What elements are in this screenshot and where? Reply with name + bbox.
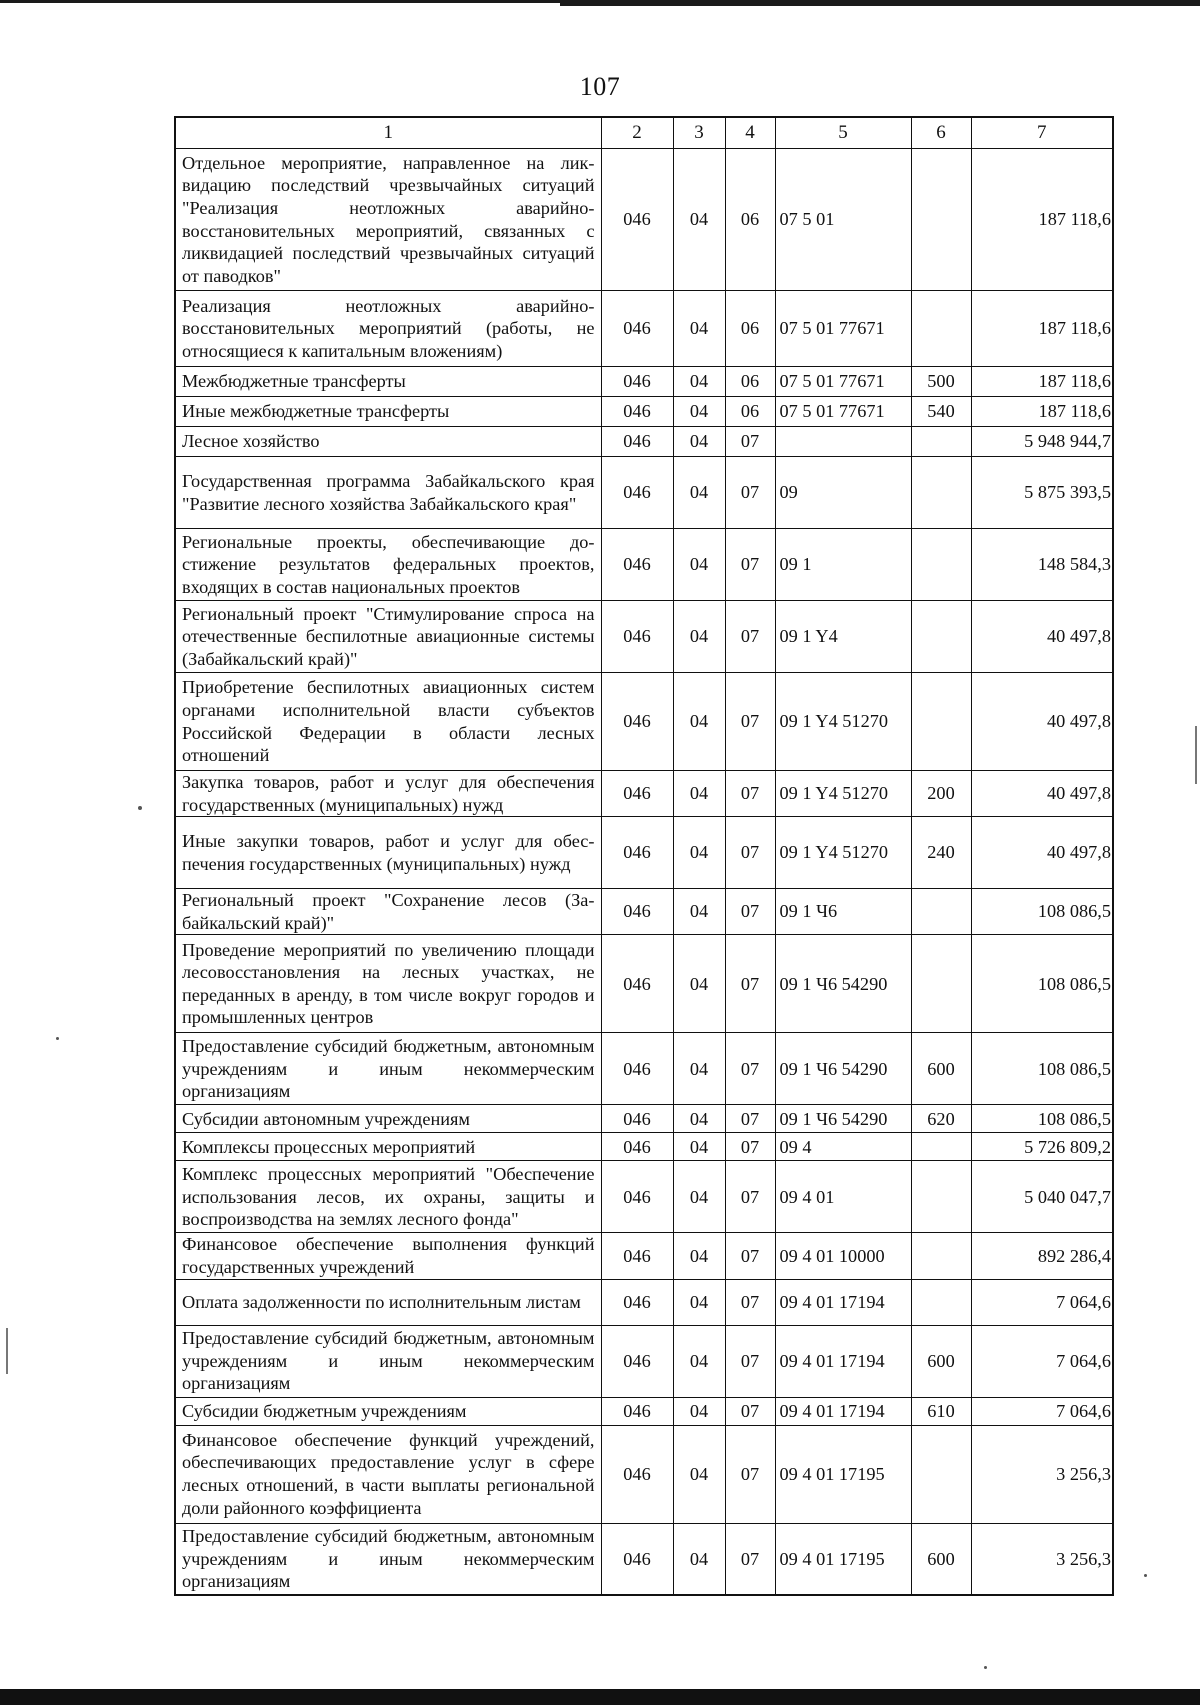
row-expense-kind: 600 [911, 1033, 971, 1105]
table-row [175, 817, 1113, 889]
row-admin-code: 046 [601, 1033, 673, 1105]
row-name: Лесное хозяйство [175, 427, 601, 457]
row-amount: 5 948 944,7 [971, 427, 1113, 457]
row-admin-code: 046 [601, 1279, 673, 1325]
scan-speck [1144, 1574, 1147, 1577]
row-subsection-code: 07 [725, 1325, 775, 1397]
row-target-article: 09 1 Y4 51270 [775, 673, 911, 771]
table-row [175, 529, 1113, 601]
row-target-article: 07 5 01 [775, 149, 911, 291]
row-name: Предоставление субсидий бюджетным, автономным учреждениям и иным некоммерческим организациям [175, 1033, 601, 1105]
row-name: Комплексы процессных мероприятий [175, 1133, 601, 1161]
row-subsection-code: 07 [725, 1397, 775, 1425]
table-row [175, 1105, 1113, 1133]
row-target-article: 09 4 [775, 1133, 911, 1161]
row-target-article [775, 427, 911, 457]
table-row [175, 1133, 1113, 1161]
table-row [175, 1523, 1113, 1595]
row-name: Проведение мероприятий по увеличению площади лесовосстановления на лесных участках, не переданных в аренду, в том числе вокруг городов и промышленных центров [175, 935, 601, 1033]
row-expense-kind [911, 427, 971, 457]
table-row [175, 601, 1113, 673]
table-row [175, 1233, 1113, 1279]
row-name: Государственная программа Забайкальского края "Развитие лесного хозяйства Забайкальского края" [175, 457, 601, 529]
row-name: Приобретение беспилотных авиационных систем органами исполнительной власти субъектов Российской Федерации в области лесных отношений [175, 673, 601, 771]
row-name: Предоставление субсидий бюджетным, автономным учреждениям и иным некоммерческим организациям [175, 1523, 601, 1595]
row-admin-code: 046 [601, 889, 673, 935]
scan-edge-bottom [0, 1689, 1200, 1705]
column-header-4: 4 [725, 117, 775, 149]
row-expense-kind [911, 1425, 971, 1523]
row-target-article: 07 5 01 77671 [775, 291, 911, 367]
row-amount: 3 256,3 [971, 1425, 1113, 1523]
row-subsection-code: 07 [725, 427, 775, 457]
row-amount: 40 497,8 [971, 601, 1113, 673]
row-expense-kind [911, 149, 971, 291]
row-name: Региональные проекты, обеспечивающие достижение результатов федеральных проектов, входящих в состав национальных проектов [175, 529, 601, 601]
row-subsection-code: 07 [725, 1425, 775, 1523]
row-subsection-code: 07 [725, 771, 775, 817]
row-subsection-code: 07 [725, 601, 775, 673]
row-name: Финансовое обеспечение выполнения функций государственных учреждений [175, 1233, 601, 1279]
row-admin-code: 046 [601, 457, 673, 529]
row-amount: 7 064,6 [971, 1325, 1113, 1397]
column-number-row [175, 117, 1113, 149]
column-header-1: 1 [175, 117, 601, 149]
row-section-code: 04 [673, 367, 725, 397]
row-admin-code: 046 [601, 1161, 673, 1233]
table-row [175, 771, 1113, 817]
row-target-article: 09 1 Ч6 54290 [775, 935, 911, 1033]
row-amount: 108 086,5 [971, 1105, 1113, 1133]
table-row [175, 291, 1113, 367]
table-row [175, 1397, 1113, 1425]
row-admin-code: 046 [601, 529, 673, 601]
table-row [175, 457, 1113, 529]
row-amount: 3 256,3 [971, 1523, 1113, 1595]
row-subsection-code: 06 [725, 367, 775, 397]
column-header-3: 3 [673, 117, 725, 149]
table-row [175, 1161, 1113, 1233]
row-target-article: 09 1 Ч6 54290 [775, 1105, 911, 1133]
row-amount: 40 497,8 [971, 771, 1113, 817]
row-section-code: 04 [673, 1033, 725, 1105]
row-target-article: 09 4 01 17194 [775, 1279, 911, 1325]
row-name: Реализация неотложных аварийно-восстановительных мероприятий (работы, не относящиеся к капитальным вложениям) [175, 291, 601, 367]
row-target-article: 09 4 01 [775, 1161, 911, 1233]
row-name: Комплекс процессных мероприятий "Обеспечение использования лесов, их охраны, защиты и воспроизводства на землях лесного фонда" [175, 1161, 601, 1233]
row-section-code: 04 [673, 601, 725, 673]
scan-margin-mark [6, 1328, 8, 1374]
row-subsection-code: 07 [725, 1133, 775, 1161]
row-admin-code: 046 [601, 1523, 673, 1595]
row-subsection-code: 07 [725, 529, 775, 601]
row-amount: 148 584,3 [971, 529, 1113, 601]
row-amount: 5 875 393,5 [971, 457, 1113, 529]
row-admin-code: 046 [601, 1425, 673, 1523]
row-section-code: 04 [673, 1523, 725, 1595]
row-name: Региональный проект "Сохранение лесов (Забайкальский край)" [175, 889, 601, 935]
row-target-article: 09 4 01 17194 [775, 1325, 911, 1397]
row-expense-kind [911, 1161, 971, 1233]
row-target-article: 09 1 Ч6 [775, 889, 911, 935]
row-section-code: 04 [673, 1397, 725, 1425]
row-section-code: 04 [673, 935, 725, 1033]
row-expense-kind: 500 [911, 367, 971, 397]
row-amount: 40 497,8 [971, 817, 1113, 889]
table-row [175, 367, 1113, 397]
row-name: Предоставление субсидий бюджетным, автономным учреждениям и иным некоммерческим организациям [175, 1325, 601, 1397]
row-section-code: 04 [673, 397, 725, 427]
page-number: 107 [579, 72, 621, 101]
row-subsection-code: 06 [725, 397, 775, 427]
row-section-code: 04 [673, 1133, 725, 1161]
table-row [175, 427, 1113, 457]
row-name: Субсидии автономным учреждениям [175, 1105, 601, 1133]
row-section-code: 04 [673, 673, 725, 771]
row-expense-kind [911, 1233, 971, 1279]
column-header-5: 5 [775, 117, 911, 149]
row-section-code: 04 [673, 1105, 725, 1133]
row-target-article: 09 1 [775, 529, 911, 601]
column-header-7: 7 [971, 117, 1113, 149]
row-admin-code: 046 [601, 935, 673, 1033]
row-admin-code: 046 [601, 1105, 673, 1133]
column-header-6: 6 [911, 117, 971, 149]
row-admin-code: 046 [601, 601, 673, 673]
row-expense-kind: 540 [911, 397, 971, 427]
row-admin-code: 046 [601, 771, 673, 817]
row-expense-kind [911, 889, 971, 935]
row-target-article: 09 4 01 17195 [775, 1523, 911, 1595]
row-name: Оплата задолженности по исполнительным листам [175, 1279, 601, 1325]
row-amount: 892 286,4 [971, 1233, 1113, 1279]
row-amount: 187 118,6 [971, 397, 1113, 427]
row-subsection-code: 07 [725, 457, 775, 529]
row-name: Закупка товаров, работ и услуг для обеспечения государственных (муниципальных) нужд [175, 771, 601, 817]
scan-edge-top [0, 0, 1200, 6]
row-expense-kind [911, 457, 971, 529]
row-name: Иные закупки товаров, работ и услуг для обеспечения государственных (муниципальных) нужд [175, 817, 601, 889]
row-subsection-code: 07 [725, 1033, 775, 1105]
row-name: Субсидии бюджетным учреждениям [175, 1397, 601, 1425]
row-admin-code: 046 [601, 817, 673, 889]
row-subsection-code: 07 [725, 935, 775, 1033]
row-section-code: 04 [673, 529, 725, 601]
row-section-code: 04 [673, 1425, 725, 1523]
row-expense-kind [911, 291, 971, 367]
row-section-code: 04 [673, 291, 725, 367]
table-body [175, 149, 1113, 1596]
row-section-code: 04 [673, 817, 725, 889]
scan-speck [984, 1666, 987, 1669]
row-subsection-code: 07 [725, 889, 775, 935]
row-admin-code: 046 [601, 427, 673, 457]
row-subsection-code: 07 [725, 673, 775, 771]
table-row [175, 1279, 1113, 1325]
row-admin-code: 046 [601, 1397, 673, 1425]
row-expense-kind [911, 673, 971, 771]
row-expense-kind [911, 1133, 971, 1161]
row-admin-code: 046 [601, 1233, 673, 1279]
row-subsection-code: 07 [725, 1161, 775, 1233]
row-subsection-code: 06 [725, 149, 775, 291]
row-amount: 40 497,8 [971, 673, 1113, 771]
row-admin-code: 046 [601, 367, 673, 397]
column-header-2: 2 [601, 117, 673, 149]
row-amount: 187 118,6 [971, 291, 1113, 367]
row-name: Финансовое обеспечение функций учреждений, обеспечивающих предоставление услуг в сфере лесных отношений, в части выплаты региональной доли районного коэффициента [175, 1425, 601, 1523]
row-amount: 7 064,6 [971, 1397, 1113, 1425]
row-name: Иные межбюджетные трансферты [175, 397, 601, 427]
row-expense-kind: 620 [911, 1105, 971, 1133]
row-amount: 187 118,6 [971, 149, 1113, 291]
row-admin-code: 046 [601, 1133, 673, 1161]
row-admin-code: 046 [601, 397, 673, 427]
row-expense-kind [911, 601, 971, 673]
row-section-code: 04 [673, 149, 725, 291]
row-admin-code: 046 [601, 673, 673, 771]
row-admin-code: 046 [601, 291, 673, 367]
row-subsection-code: 07 [725, 1105, 775, 1133]
table-row [175, 673, 1113, 771]
table-row [175, 1325, 1113, 1397]
row-section-code: 04 [673, 1279, 725, 1325]
row-section-code: 04 [673, 1233, 725, 1279]
row-subsection-code: 06 [725, 291, 775, 367]
scan-speck [56, 1037, 59, 1040]
row-section-code: 04 [673, 427, 725, 457]
row-admin-code: 046 [601, 149, 673, 291]
row-amount: 108 086,5 [971, 1033, 1113, 1105]
row-amount: 7 064,6 [971, 1279, 1113, 1325]
row-section-code: 04 [673, 1325, 725, 1397]
row-target-article: 07 5 01 77671 [775, 397, 911, 427]
row-name: Межбюджетные трансферты [175, 367, 601, 397]
scan-margin-mark [1195, 726, 1197, 784]
row-section-code: 04 [673, 1161, 725, 1233]
row-amount: 5 726 809,2 [971, 1133, 1113, 1161]
row-subsection-code: 07 [725, 1523, 775, 1595]
row-expense-kind: 240 [911, 817, 971, 889]
row-expense-kind [911, 529, 971, 601]
row-expense-kind: 610 [911, 1397, 971, 1425]
table-row [175, 397, 1113, 427]
row-target-article: 09 1 Ч6 54290 [775, 1033, 911, 1105]
table-row [175, 149, 1113, 291]
row-name: Отдельное мероприятие, направленное на ликвидацию последствий чрезвычайных ситуаций "Реализация неотложных аварийно-восстановительных мероприятий, связанных с ликвидацией последствий чрезвычайных ситуаций от паводков" [175, 149, 601, 291]
row-amount: 108 086,5 [971, 889, 1113, 935]
row-subsection-code: 07 [725, 1279, 775, 1325]
row-expense-kind [911, 935, 971, 1033]
table-row [175, 1033, 1113, 1105]
row-expense-kind: 200 [911, 771, 971, 817]
row-expense-kind [911, 1279, 971, 1325]
row-amount: 108 086,5 [971, 935, 1113, 1033]
scan-speck [138, 806, 142, 810]
row-section-code: 04 [673, 457, 725, 529]
row-admin-code: 046 [601, 1325, 673, 1397]
row-subsection-code: 07 [725, 1233, 775, 1279]
row-amount: 187 118,6 [971, 367, 1113, 397]
row-target-article: 09 4 01 10000 [775, 1233, 911, 1279]
table-row [175, 1425, 1113, 1523]
row-section-code: 04 [673, 889, 725, 935]
table-row [175, 889, 1113, 935]
row-expense-kind: 600 [911, 1523, 971, 1595]
row-name: Региональный проект "Стимулирование спроса на отечественные беспилотные авиационные системы (Забайкальский край)" [175, 601, 601, 673]
row-target-article: 09 4 01 17195 [775, 1425, 911, 1523]
row-target-article: 09 1 Y4 51270 [775, 817, 911, 889]
row-amount: 5 040 047,7 [971, 1161, 1113, 1233]
row-target-article: 07 5 01 77671 [775, 367, 911, 397]
budget-table [174, 116, 1114, 1596]
row-target-article: 09 4 01 17194 [775, 1397, 911, 1425]
row-target-article: 09 1 Y4 51270 [775, 771, 911, 817]
row-expense-kind: 600 [911, 1325, 971, 1397]
row-target-article: 09 [775, 457, 911, 529]
row-target-article: 09 1 Y4 [775, 601, 911, 673]
table-row [175, 935, 1113, 1033]
row-section-code: 04 [673, 771, 725, 817]
row-subsection-code: 07 [725, 817, 775, 889]
